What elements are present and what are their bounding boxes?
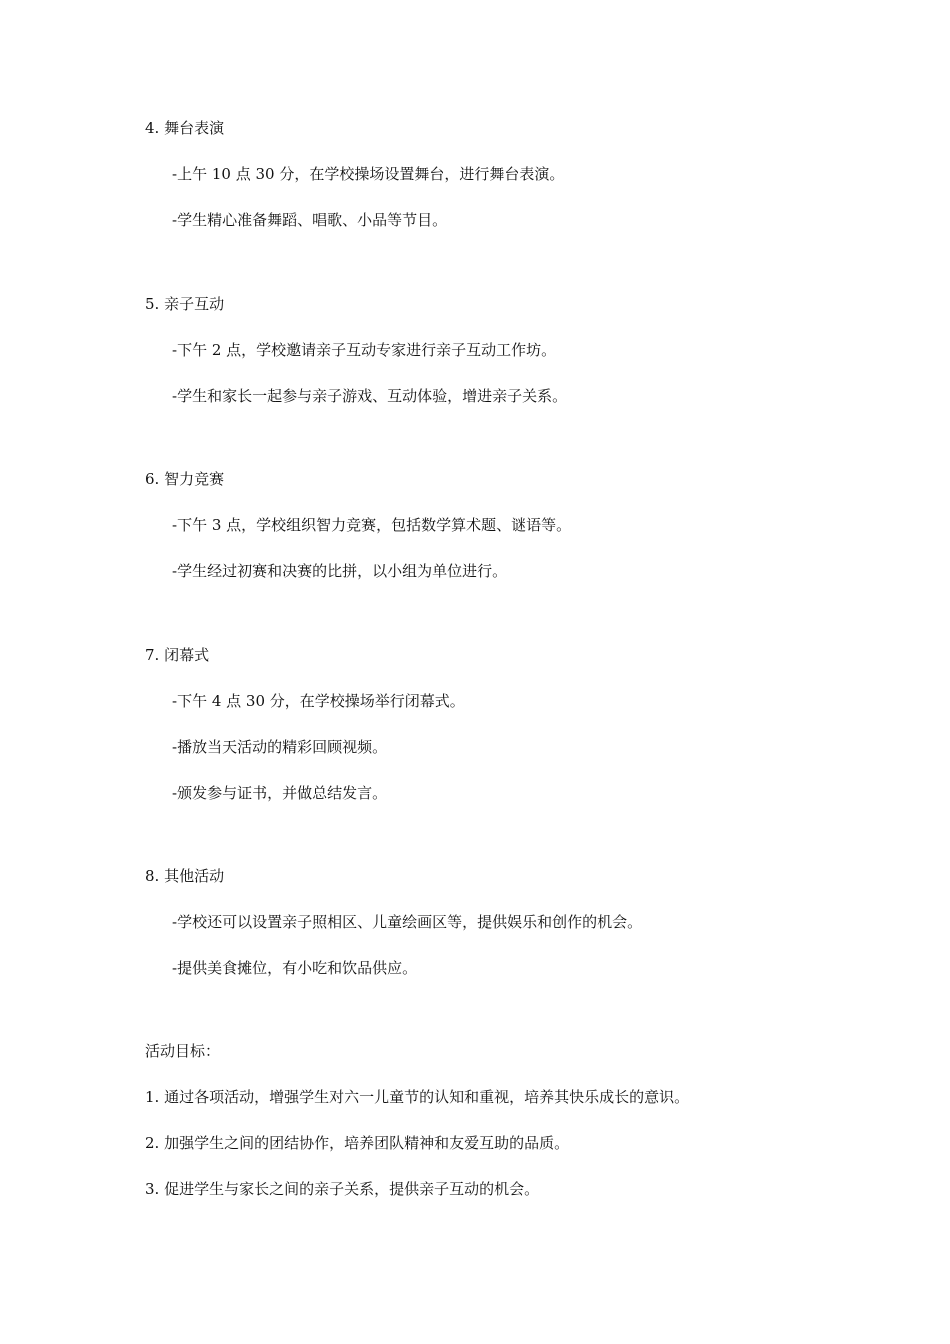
section-line: -上午 10 点 30 分，在学校操场设置舞台，进行舞台表演。 [172,165,565,183]
section-line: -颁发参与证书，并做总结发言。 [172,784,388,802]
section-heading: 8. 其他活动 [145,867,225,885]
section-heading: 7. 闭幕式 [145,646,210,664]
section-line: -下午 4 点 30 分，在学校操场举行闭幕式。 [172,692,465,710]
section-heading: 5. 亲子互动 [145,295,225,313]
section-line: -下午 3 点，学校组织智力竞赛，包括数学算术题、谜语等。 [172,516,572,534]
section-line: -学校还可以设置亲子照相区、儿童绘画区等，提供娱乐和创作的机会。 [172,913,643,931]
section-line: -学生精心准备舞蹈、唱歌、小品等节目。 [172,211,448,229]
section-heading: 6. 智力竞赛 [145,470,225,488]
section-line: -学生和家长一起参与亲子游戏、互动体验，增进亲子关系。 [172,387,568,405]
goal-item: 1. 通过各项活动，增强学生对六一儿童节的认知和重视，培养其快乐成长的意识。 [145,1088,690,1106]
goals-title: 活动目标： [145,1042,221,1060]
section-line: -播放当天活动的精彩回顾视频。 [172,738,388,756]
goal-item: 2. 加强学生之间的团结协作，培养团队精神和友爱互助的品质。 [145,1134,570,1152]
section-heading: 4. 舞台表演 [145,119,225,137]
section-line: -提供美食摊位，有小吃和饮品供应。 [172,959,418,977]
section-line: -学生经过初赛和决赛的比拼，以小组为单位进行。 [172,562,508,580]
section-line: -下午 2 点，学校邀请亲子互动专家进行亲子互动工作坊。 [172,341,557,359]
goal-item: 3. 促进学生与家长之间的亲子关系，提供亲子互动的机会。 [145,1180,540,1198]
